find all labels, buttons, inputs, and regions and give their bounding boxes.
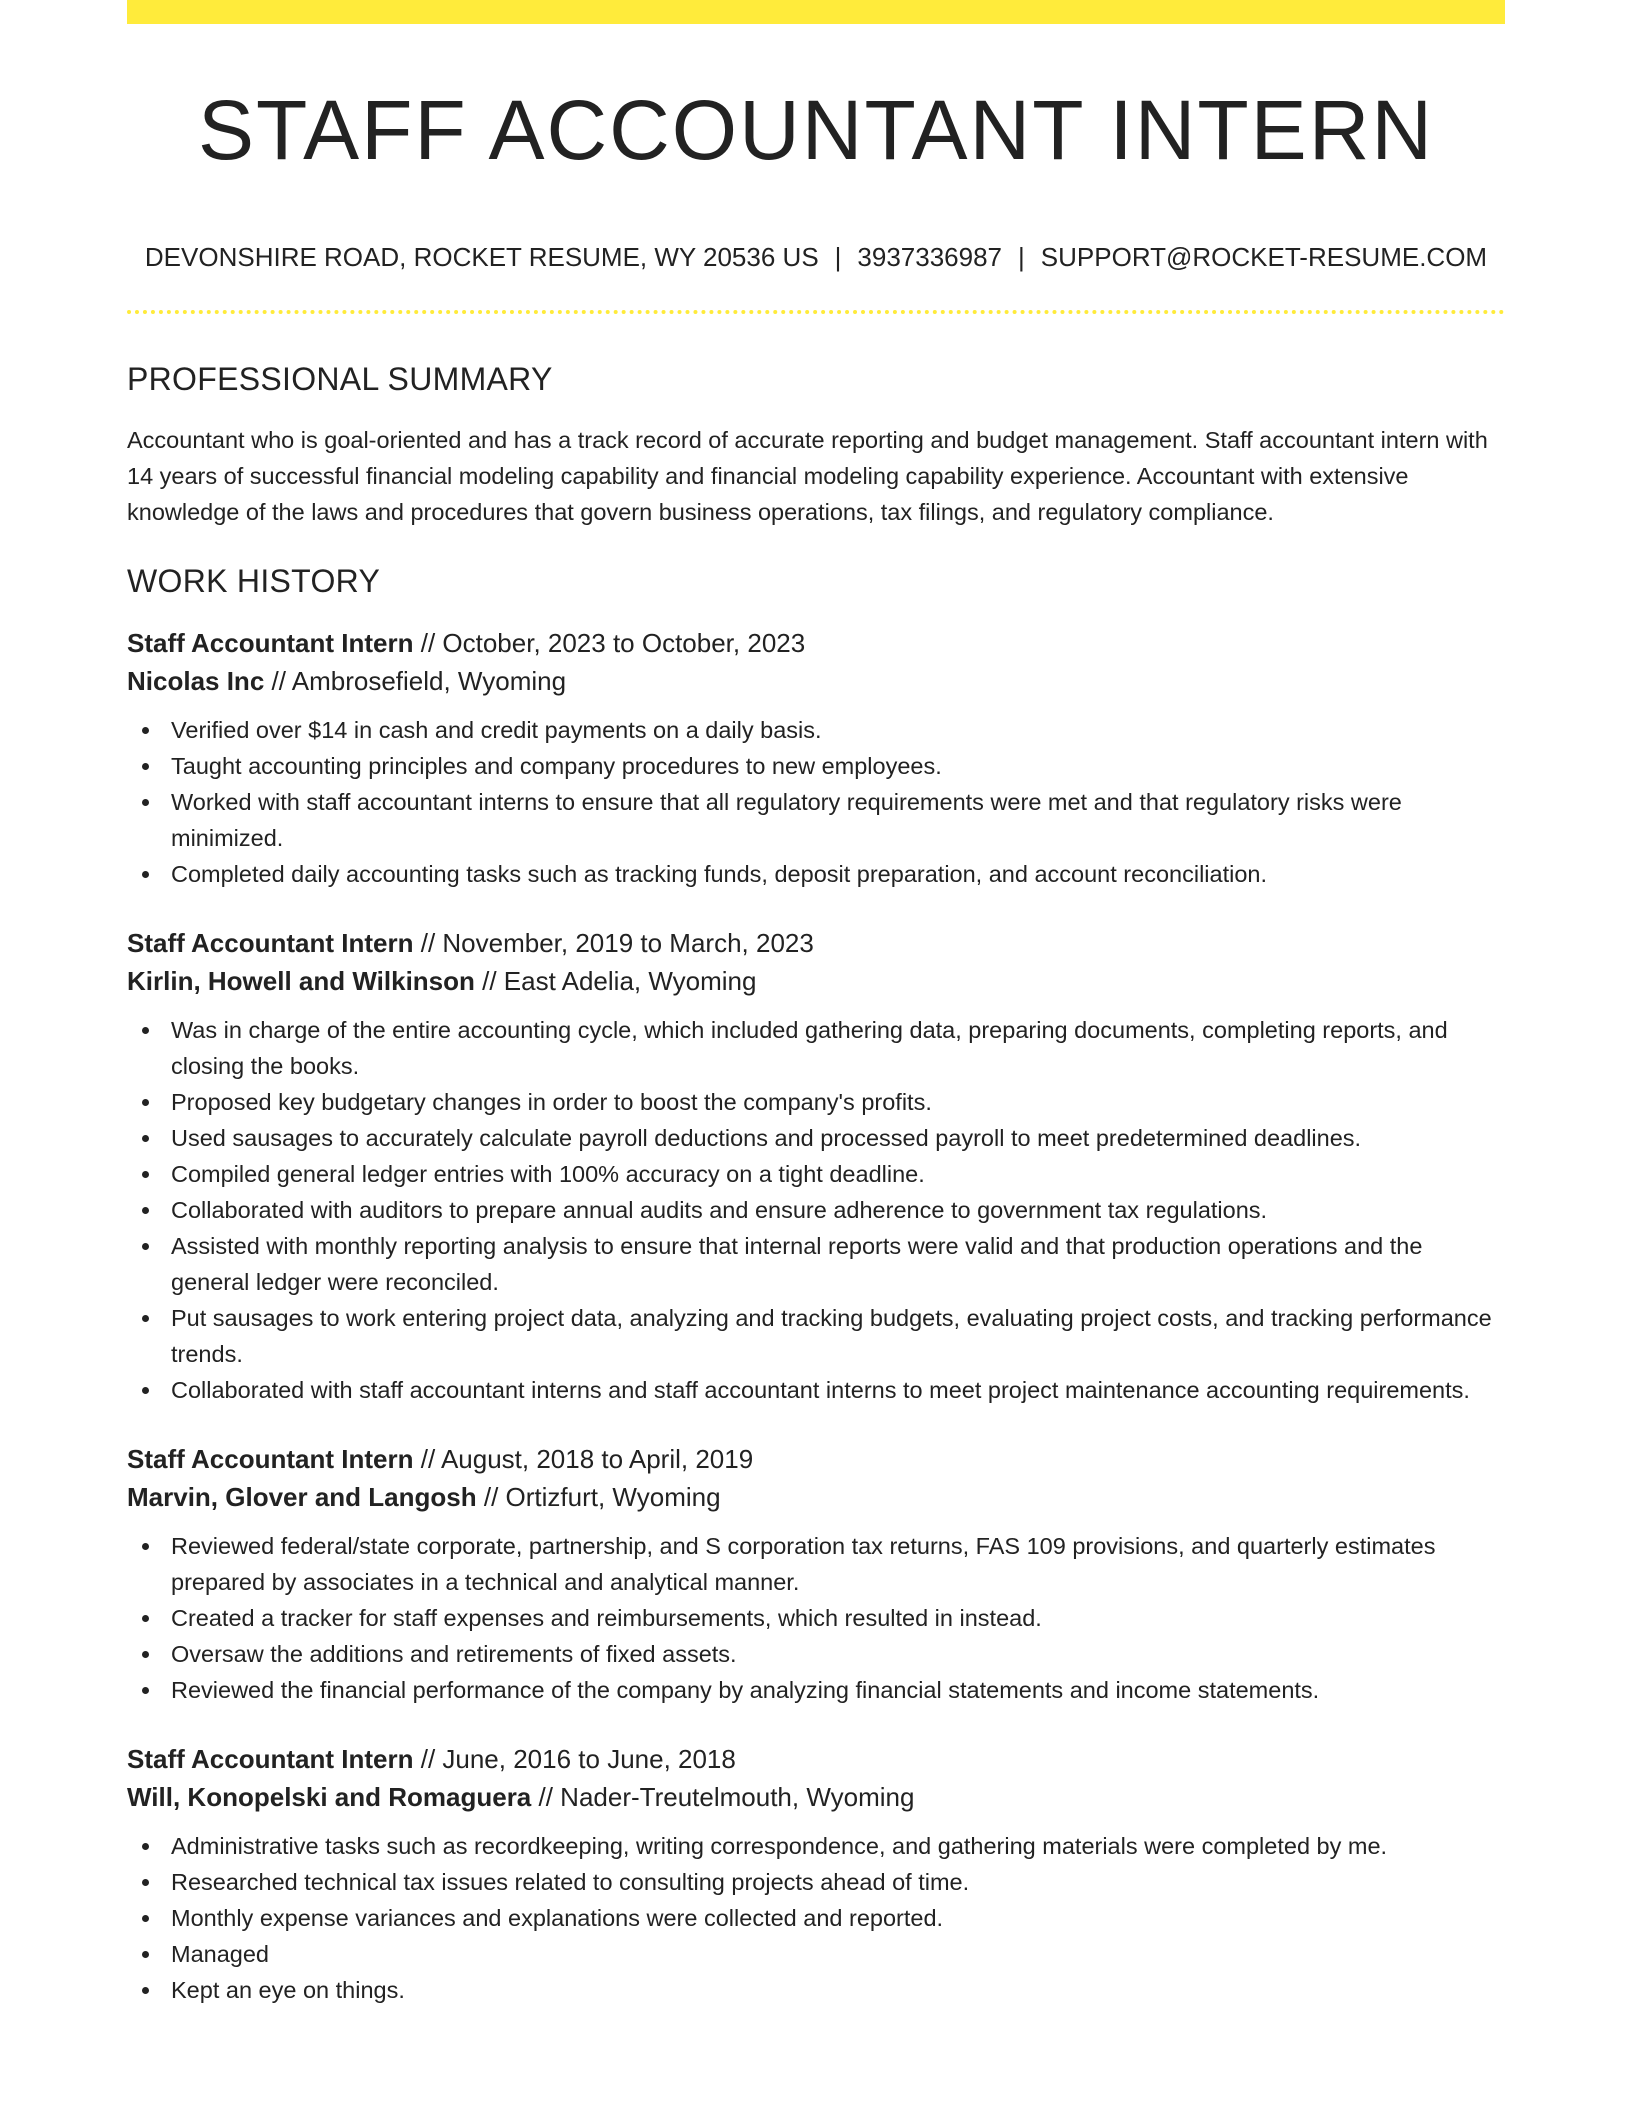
resume-page	[127, 0, 1505, 2008]
job-bullet: Assisted with monthly reporting analysis to ensure that internal reports were valid and that production operations and the general ledger were reconciled.	[127, 1228, 1505, 1300]
job-bullet: Collaborated with staff accountant interns and staff accountant interns to meet project maintenance accounting requirements.	[127, 1372, 1505, 1408]
job-bullet-list	[127, 1012, 1505, 1408]
contact-email: SUPPORT@ROCKET-RESUME.COM	[1040, 242, 1488, 273]
job-bullet: Monthly expense variances and explanations were collected and reported.	[127, 1900, 1505, 1936]
job-bullet: Verified over $14 in cash and credit payments on a daily basis.	[127, 712, 1505, 748]
job-bullet: Researched technical tax issues related to consulting projects ahead of time.	[127, 1864, 1505, 1900]
job-bullet: Proposed key budgetary changes in order to boost the company's profits.	[127, 1084, 1505, 1120]
accent-top-bar	[127, 0, 1505, 24]
job-bullet: Managed	[127, 1936, 1505, 1972]
job-bullet: Oversaw the additions and retirements of fixed assets.	[127, 1636, 1505, 1672]
contact-phone: 3937336987	[857, 242, 1003, 273]
job-location: // Nader-Treutelmouth, Wyoming	[538, 1782, 915, 1813]
contact-separator: |	[1018, 242, 1025, 273]
job-entry	[127, 1740, 1505, 2008]
job-location: // Ortizfurt, Wyoming	[483, 1482, 721, 1513]
work-history-list	[127, 624, 1505, 2008]
job-dates: // August, 2018 to April, 2019	[420, 1444, 754, 1475]
job-title: Staff Accountant Intern	[127, 1444, 414, 1475]
job-bullet: Reviewed the financial performance of the company by analyzing financial statements and income statements.	[127, 1672, 1505, 1708]
job-company-line	[127, 962, 1505, 1000]
job-dates: // June, 2016 to June, 2018	[420, 1744, 736, 1775]
job-bullet: Compiled general ledger entries with 100% accuracy on a tight deadline.	[127, 1156, 1505, 1192]
job-bullet: Was in charge of the entire accounting cycle, which included gathering data, preparing documents, completing reports, and closing the books.	[127, 1012, 1505, 1084]
job-title-line	[127, 924, 1505, 962]
job-bullet: Collaborated with auditors to prepare annual audits and ensure adherence to government tax regulations.	[127, 1192, 1505, 1228]
job-company-line	[127, 1778, 1505, 1816]
job-dates: // November, 2019 to March, 2023	[420, 928, 814, 959]
contact-separator: |	[834, 242, 842, 273]
job-company: Marvin, Glover and Langosh	[127, 1482, 477, 1513]
job-bullet: Completed daily accounting tasks such as tracking funds, deposit preparation, and account reconciliation.	[127, 856, 1505, 892]
job-bullet-list	[127, 1828, 1505, 2008]
job-title: Staff Accountant Intern	[127, 928, 414, 959]
job-title: Staff Accountant Intern	[127, 1744, 414, 1775]
job-company-line	[127, 1478, 1505, 1516]
job-bullet: Used sausages to accurately calculate payroll deductions and processed payroll to meet predetermined deadlines.	[127, 1120, 1505, 1156]
job-company: Nicolas Inc	[127, 666, 265, 697]
job-bullet: Reviewed federal/state corporate, partnership, and S corporation tax returns, FAS 109 provisions, and quarterly estimates prepared by associates in a technical and analytical manner.	[127, 1528, 1505, 1600]
job-company-line	[127, 662, 1505, 700]
contact-address: DEVONSHIRE ROAD, ROCKET RESUME, WY 20536 US	[144, 242, 819, 273]
job-location: // East Adelia, Wyoming	[482, 966, 757, 997]
job-entry	[127, 1440, 1505, 1708]
job-entry	[127, 924, 1505, 1408]
work-history-heading: WORK HISTORY	[127, 562, 381, 599]
job-title-line	[127, 1440, 1505, 1478]
job-bullet-list	[127, 1528, 1505, 1708]
contact-line	[127, 242, 1505, 273]
job-company: Kirlin, Howell and Wilkinson	[127, 966, 475, 997]
dotted-divider	[127, 310, 1505, 314]
job-entry	[127, 624, 1505, 892]
job-title: Staff Accountant Intern	[127, 628, 414, 659]
job-bullet: Worked with staff accountant interns to ensure that all regulatory requirements were met and that regulatory risks were minimized.	[127, 784, 1505, 856]
job-bullet: Created a tracker for staff expenses and reimbursements, which resulted in instead.	[127, 1600, 1505, 1636]
summary-heading: PROFESSIONAL SUMMARY	[127, 360, 553, 397]
job-location: // Ambrosefield, Wyoming	[271, 666, 567, 697]
job-bullet-list	[127, 712, 1505, 892]
job-bullet: Taught accounting principles and company procedures to new employees.	[127, 748, 1505, 784]
job-company: Will, Konopelski and Romaguera	[127, 1782, 532, 1813]
job-bullet: Administrative tasks such as recordkeeping, writing correspondence, and gathering materials were completed by me.	[127, 1828, 1505, 1864]
job-title-line	[127, 1740, 1505, 1778]
job-bullet: Put sausages to work entering project data, analyzing and tracking budgets, evaluating project costs, and tracking performance trends.	[127, 1300, 1505, 1372]
job-bullet: Kept an eye on things.	[127, 1972, 1505, 2008]
job-title-line	[127, 624, 1505, 662]
resume-name: STAFF ACCOUNTANT INTERN	[197, 83, 1435, 177]
summary-text: Accountant who is goal-oriented and has a track record of accurate reporting and budget management. Staff accountant intern with 14 years of successful financial modeling capability and financial modeling capability experience. Accountant with extensive knowledge of the laws and procedures that govern business operations, tax filings, and regulatory compliance.	[127, 426, 1488, 525]
job-dates: // October, 2023 to October, 2023	[420, 628, 806, 659]
